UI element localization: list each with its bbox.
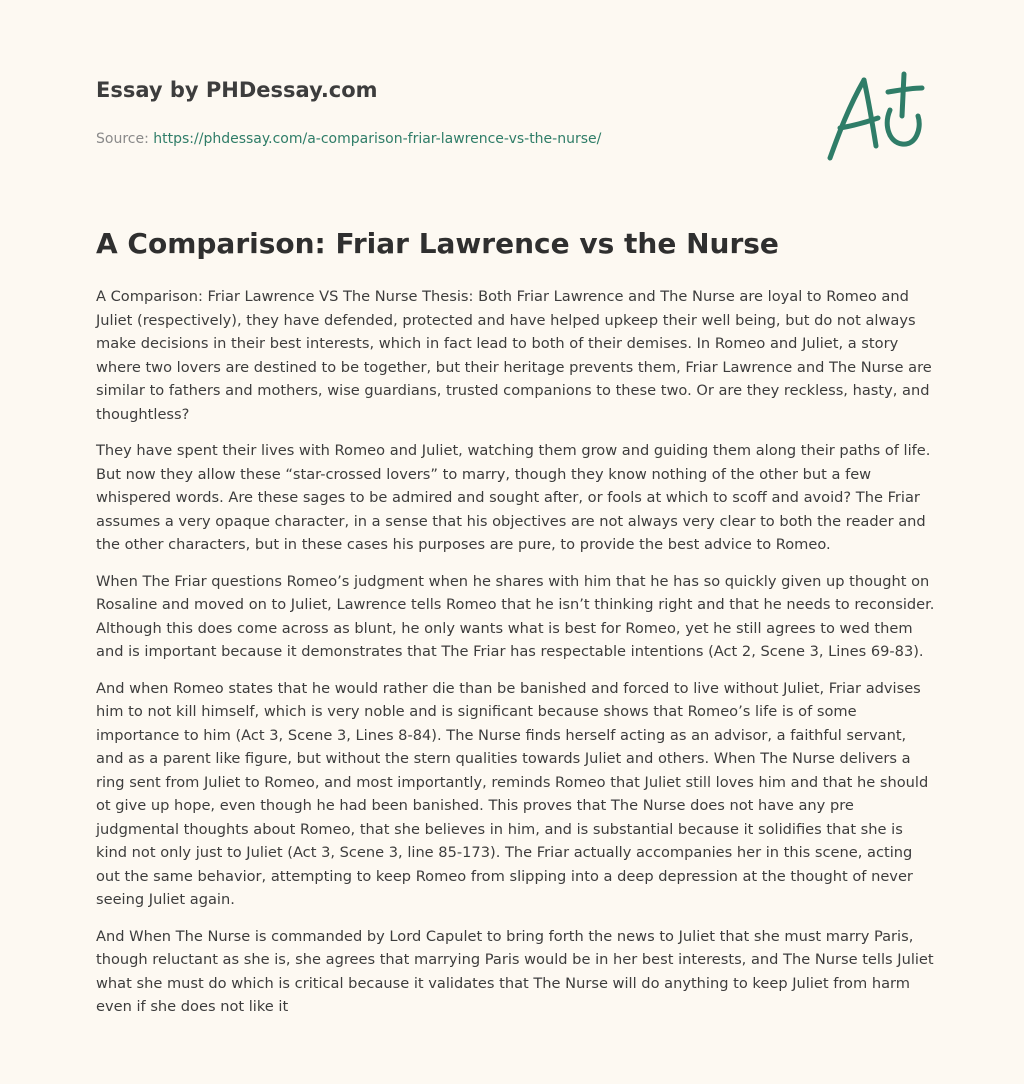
source-label: Source:	[96, 131, 154, 147]
page-header	[96, 76, 776, 148]
article-body	[96, 285, 936, 1032]
a-plus-grade-icon	[818, 66, 930, 166]
article-paragraph: They have spent their lives with Romeo and Juliet, watching them grow and guiding them along their paths of life. But now they allow these “star-crossed lovers” to marry, though they know nothing of the other but a few whispered words. Are these sages to be admired and sought after, or fools at which to scoff and avoid? The Friar assumes a very opaque character, in a sense that his objectives are not always very clear to both the reader and the other characters, but in these cases his purposes are pure, to provide the best advice to Romeo.	[96, 442, 931, 553]
article-title: A Comparison: Friar Lawrence vs the Nurse	[96, 227, 779, 260]
article-paragraph: And When The Nurse is commanded by Lord Capulet to bring forth the news to Juliet that she must marry Paris, though reluctant as she is, she agrees that marrying Paris would be in her best interests, and The Nurse tells Juliet what she must do which is critical because it validates that The Nurse will do anything to keep Juliet from harm even if she does not like it	[96, 927, 934, 1015]
site-brand: Essay by PHDessay.com	[96, 78, 378, 102]
source-link[interactable]: https://phdessay.com/a-comparison-friar-lawrence-vs-the-nurse/	[153, 131, 602, 147]
article-paragraph: And when Romeo states that he would rather die than be banished and forced to live without Juliet, Friar advises him to not kill himself, which is very noble and is significant because shows that Romeo’s life is of some importance to him (Act 3, Scene 3, Lines 8-84). The Nurse finds herself acting as an advisor, a faithful servant, and as a parent like figure, but without the stern qualities towards Juliet and others. When The Nurse delivers a ring sent from Juliet to Romeo, and most importantly, reminds Romeo that Juliet still loves him and that he should ot give up hope, even though he had been banished. This proves that The Nurse does not have any pre judgmental thoughts about Romeo, that she believes in him, and is substantial because it solidifies that she is kind not only just to Juliet (Act 3, Scene 3, line 85-173). The Friar actually accompanies her in this scene, acting out the same behavior, attempting to keep Romeo from slipping into a deep depression at the thought of never seeing Juliet again.	[96, 679, 929, 908]
article-paragraph: When The Friar questions Romeo’s judgment when he shares with him that he has so quickly given up thought on Rosaline and moved on to Juliet, Lawrence tells Romeo that he isn’t thinking right and that he needs to reconsider. Although this does come across as blunt, he only wants what is best for Romeo, yet he still agrees to wed them and is important because it demonstrates that The Friar has respectable intentions (Act 2, Scene 3, Lines 69-83).	[96, 572, 935, 660]
source-line	[96, 130, 776, 148]
article-paragraph: A Comparison: Friar Lawrence VS The Nurse Thesis: Both Friar Lawrence and The Nurse are loyal to Romeo and Juliet (respectively), they have defended, protected and have helped upkeep their well being, but do not always make decisions in their best interests, which in fact lead to both of their demises. In Romeo and Juliet, a story where two lovers are destined to be together, but their heritage prevents them, Friar Lawrence and The Nurse are similar to fathers and mothers, wise guardians, trusted companions to these two. Or are they reckless, hasty, and thoughtless?	[96, 288, 932, 423]
